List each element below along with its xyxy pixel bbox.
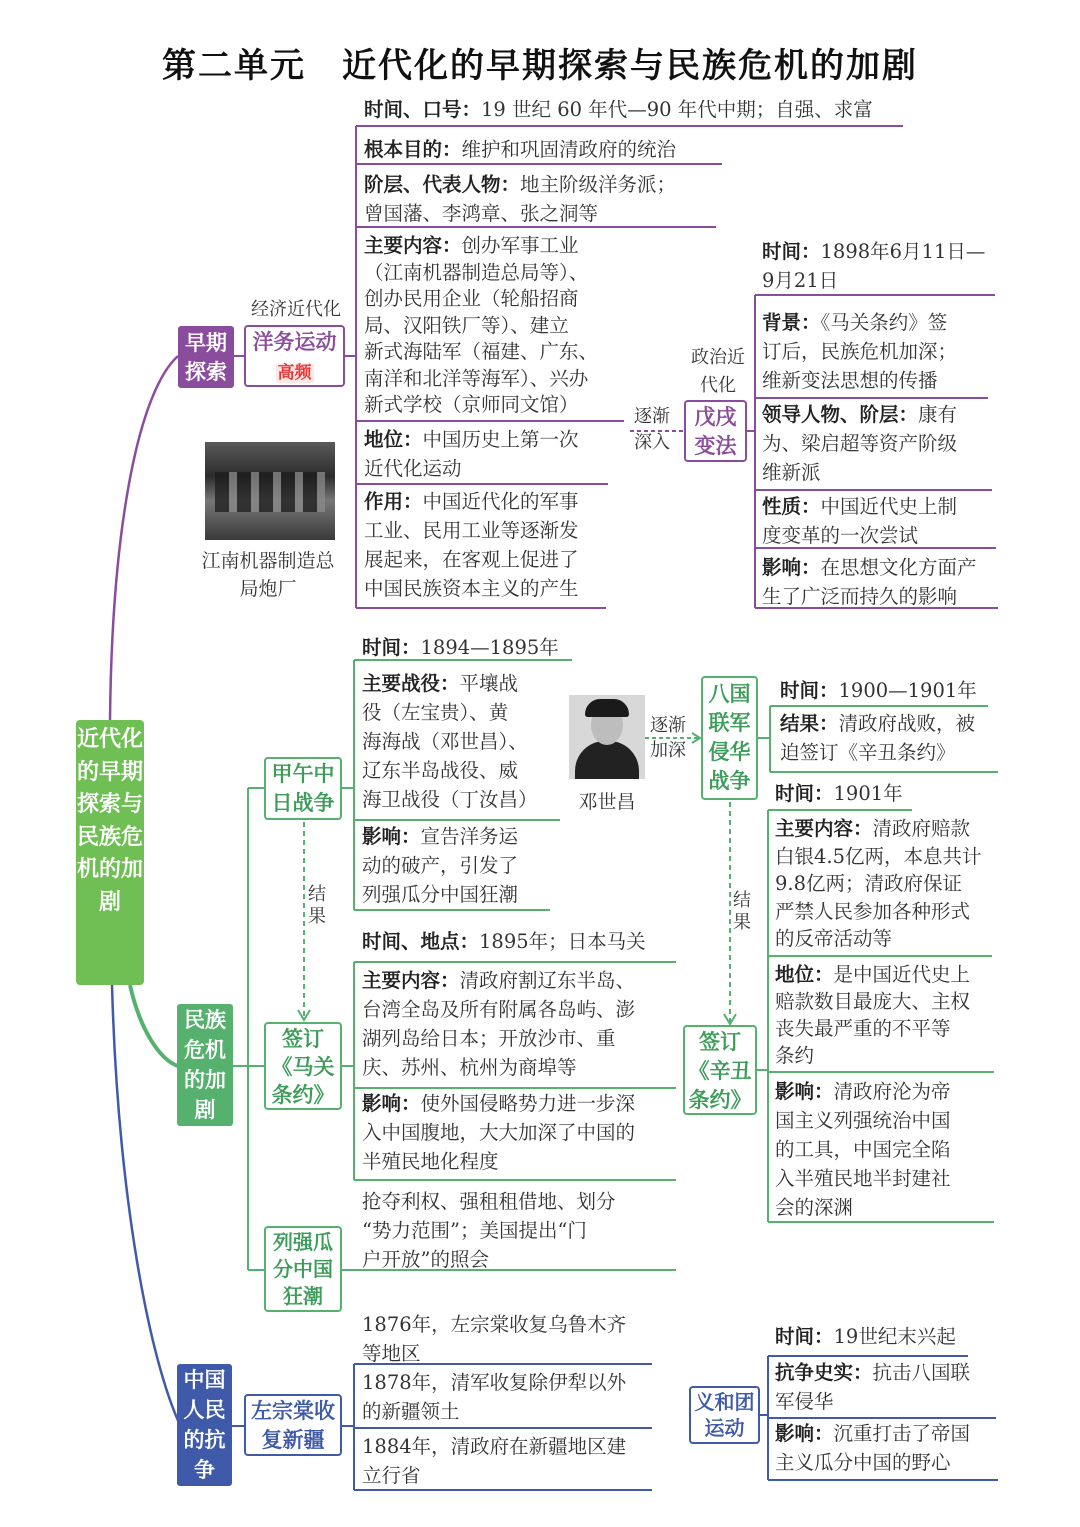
xinchou-influence-label: 影响：	[775, 1080, 834, 1103]
yihe-fact-label: 抗争史实：	[775, 1361, 873, 1384]
yihe-influence-line: 主义瓜分中国的野心	[775, 1451, 951, 1474]
yangwu-effect-label: 作用：	[364, 490, 423, 513]
yangwu-position	[364, 425, 644, 483]
jiangnan-photo-caption: 江南机器制造总局炮厂	[201, 550, 335, 600]
jiawu-time-label: 时间：	[362, 636, 421, 659]
xinchou-pos-line: 赔款数目最庞大、主权	[775, 990, 971, 1013]
yihe-influence-line: 沉重打击了帝国	[833, 1422, 971, 1445]
maguan-content	[362, 966, 682, 1082]
guafen-line: “势力范围”；美国提出“门	[362, 1219, 587, 1242]
xinchou-pos-line: 丧失最严重的不平等	[775, 1017, 951, 1040]
wuxu-influence-line: 生了广泛而持久的影响	[762, 585, 958, 608]
xinchou-influence-line: 国主义列强统治中国	[775, 1109, 951, 1132]
branch-early-label: 早期探索	[185, 331, 227, 384]
yangwu-time-label: 时间、口号：	[364, 98, 482, 121]
yangwu-people-label: 阶层、代表人物：	[364, 173, 521, 196]
yangwu-content-line: 新式学校（京师同文馆）	[364, 393, 579, 416]
wuxu-time-label: 时间：	[762, 240, 821, 263]
yihe-fact-line: 军侵华	[775, 1390, 834, 1413]
xinchou-influence-line: 入半殖民地半封建社	[775, 1167, 951, 1190]
baguo-result-note	[733, 890, 755, 934]
maguan-content-line: 庆、苏州、杭州为商埠等	[362, 1056, 577, 1079]
yihe-time	[775, 1322, 995, 1351]
xinchou-time-text: 1901年	[833, 782, 903, 805]
yangwu-pos-label: 地位：	[364, 428, 423, 451]
maguan-time-label: 时间、地点：	[362, 930, 480, 953]
yangwu-people-line: 地主阶级洋务派；	[520, 173, 677, 196]
xinchou-position	[775, 961, 1005, 1069]
baguo-time	[780, 676, 1000, 705]
wuxu-leader-line: 维新派	[762, 461, 821, 484]
yangwu-effect-line: 中国民族资本主义的产生	[364, 577, 579, 600]
baguo-result-line: 清政府战败，被	[838, 712, 976, 735]
yangwu-content	[364, 233, 654, 419]
wuxu-leader-line: 为、梁启超等资产阶级	[762, 432, 958, 455]
deng-shichang-caption: 邓世昌	[578, 791, 636, 813]
wuxu-influence	[762, 553, 1007, 611]
baguo-result-line: 迫签订《辛丑条约》	[780, 741, 956, 764]
jiawu-influence-line: 宣告洋务运	[420, 825, 519, 848]
baguo-result-text: 结果	[733, 890, 751, 933]
baguo-result	[780, 709, 1005, 767]
guafen-line: 抢夺利权、强租租借地、划分	[362, 1190, 616, 1213]
zuo-label: 左宗棠收复新疆	[251, 1399, 335, 1452]
topic-wuxu-reform	[684, 400, 747, 462]
maguan-time	[362, 927, 682, 956]
branch-resist-label: 中国人民的抗争	[183, 1368, 226, 1482]
yangwu-people	[364, 170, 724, 228]
wuxu-influence-line: 在思想文化方面产	[820, 556, 977, 579]
root-topic	[76, 720, 144, 985]
xinchou-content-label: 主要内容：	[775, 817, 873, 840]
jiawu-influence-label: 影响：	[362, 825, 421, 848]
yangwu-goal	[364, 135, 724, 164]
jiawu-battle-line: 辽东半岛战役、威	[362, 759, 519, 782]
topic-yangwu-movement	[244, 325, 345, 387]
jiawu-result-note	[308, 884, 330, 928]
maguan-influence	[362, 1089, 682, 1176]
yihe-influence	[775, 1419, 1005, 1477]
wuxu-side-note	[686, 344, 750, 400]
xinchou-content	[775, 815, 1005, 953]
yangwu-effect-line: 中国近代化的军事	[422, 490, 579, 513]
jiawu-influence	[362, 822, 562, 909]
jiawu-label: 甲午中日战争	[271, 762, 335, 815]
page-title: 第二单元 近代化的早期探索与民族危机的加剧	[162, 46, 918, 86]
jiawu-battle-line: 海卫战役（丁汝昌）	[362, 788, 538, 811]
yangwu-content-line: 创办军事工业	[461, 234, 579, 257]
yangwu-content-line: 南洋和北洋等海军）、兴办	[364, 366, 589, 390]
yangwu-side-note: 经济近代化	[251, 299, 341, 320]
yangwu-content-line: 新式海陆军（福建、广东、	[364, 340, 599, 363]
xinchou-label: 签订《辛丑条约》	[688, 1030, 752, 1112]
jiawu-battles	[362, 669, 567, 814]
yangwu-people-line: 曾国藩、李鸿章、张之洞等	[364, 202, 599, 225]
wuxu-nature	[762, 492, 1002, 550]
xinchou-influence-line: 的工具，中国完全陷	[775, 1138, 951, 1161]
yangwu-pos-line: 近代化运动	[364, 457, 462, 480]
guafen-line: 户开放”的照会	[362, 1248, 489, 1271]
jiangnan-arsenal-photo	[205, 442, 335, 540]
yangwu-pos-line: 中国历史上第一次	[422, 428, 579, 451]
xinchou-influence-line: 会的深渊	[775, 1196, 854, 1219]
xinchou-influence-line: 清政府沦为帝	[833, 1080, 951, 1103]
topic-eight-nation-war	[701, 676, 758, 800]
yangwu-content-label: 主要内容：	[364, 234, 462, 257]
zuo-item-line: 等地区	[362, 1342, 421, 1365]
maguan-content-label: 主要内容：	[362, 969, 460, 992]
baguo-link-text: 逐渐加深	[650, 715, 686, 761]
jiawu-time	[362, 633, 582, 662]
xinchou-time	[775, 779, 975, 808]
maguan-content-line: 湖列岛给日本；开放沙市、重	[362, 1027, 616, 1050]
xinchou-content-line: 严禁人民参加各种形式	[775, 899, 971, 923]
zuo-item-line: 的新疆领土	[362, 1400, 460, 1423]
portrait-hat	[585, 699, 629, 717]
yangwu-effect	[364, 487, 614, 603]
wuxu-bg-label: 背景：	[762, 311, 821, 334]
maguan-influence-line: 入中国腹地，大大加深了中国的	[362, 1121, 636, 1144]
zuo-item-line: 1878年，清军收复除伊犁以外	[362, 1371, 627, 1394]
root-topic-label: 近代化的早期探索与民族危机的加剧	[76, 727, 143, 915]
xinchou-pos-label: 地位：	[775, 963, 834, 986]
wuxu-bg-line: 订后，民族危机加深；	[762, 340, 958, 363]
wuxu-time-line: 9月21日	[762, 269, 839, 292]
branch-people-resistance	[177, 1364, 232, 1486]
yangwu-effect-line: 工业、民用工业等逐渐发	[364, 519, 579, 542]
wuxu-influence-label: 影响：	[762, 556, 821, 579]
zuo-item-line: 立行省	[362, 1464, 421, 1487]
guafen-label: 列强瓜分中国狂潮	[273, 1230, 333, 1308]
baguo-label: 八国联军侵华战争	[708, 682, 751, 793]
yihe-label: 义和团运动	[694, 1390, 755, 1440]
yangwu-content-line: 创办民用企业（轮船招商	[364, 287, 579, 310]
yihe-facts	[775, 1358, 1005, 1416]
wuxu-side-text: 政治近代化	[691, 347, 745, 396]
yangwu-goal-text: 维护和巩固清政府的统治	[461, 138, 677, 161]
zuo-item-line: 1884年，清政府在新疆地区建	[362, 1435, 627, 1458]
jiawu-battle-label: 主要战役：	[362, 672, 460, 695]
xinchou-influence	[775, 1077, 1005, 1222]
yangwu-content-line: 局、汉阳铁厂等）、建立	[364, 313, 569, 337]
yihe-fact-line: 抗击八国联	[872, 1361, 971, 1384]
guafen-content	[362, 1187, 682, 1274]
jiawu-result-text: 结果	[308, 884, 326, 927]
xinchou-content-line: 清政府赔款	[872, 817, 971, 840]
maguan-influence-label: 影响：	[362, 1092, 421, 1115]
wuxu-time	[762, 237, 1002, 295]
wuxu-nature-label: 性质：	[762, 495, 821, 518]
yangwu-goal-label: 根本目的：	[364, 138, 462, 161]
topic-xinjiang-recovery	[244, 1394, 342, 1456]
yangwu-time-text: 19 世纪 60 年代—90 年代中期；自强、求富	[481, 98, 873, 121]
yangwu-time	[364, 95, 904, 124]
xinchou-pos-line: 是中国近代史上	[833, 963, 971, 986]
wuxu-link-note	[634, 404, 678, 456]
xinchou-content-line: 9.8亿两；清政府保证	[775, 872, 963, 895]
wuxu-leader-line: 康有	[918, 403, 958, 426]
yangwu-content-line: （江南机器制造总局等）、	[364, 260, 589, 284]
yihe-influence-label: 影响：	[775, 1422, 834, 1445]
wuxu-leader-label: 领导人物、阶层：	[762, 403, 919, 426]
maguan-content-line: 清政府割辽东半岛、	[459, 969, 636, 992]
wuxu-bg-line: 《马关条约》签	[820, 311, 948, 334]
branch-national-crisis	[177, 1004, 233, 1126]
topic-boxer-movement	[689, 1386, 760, 1444]
zuo-item-line: 1876年，左宗棠收复乌鲁木齐	[362, 1313, 627, 1336]
wuxu-label: 戊戌变法	[694, 405, 737, 458]
topic-partition-frenzy	[264, 1226, 342, 1312]
topic-maguan-treaty	[264, 1022, 342, 1110]
maguan-influence-line: 使外国侵略势力进一步深	[420, 1092, 636, 1115]
baguo-time-label: 时间：	[780, 679, 839, 702]
wuxu-nature-line: 度变革的一次尝试	[762, 524, 919, 547]
jiawu-battle-line: 平壤战	[459, 672, 519, 695]
jiawu-battle-line: 役（左宝贵）、黄	[362, 701, 509, 724]
yihe-time-label: 时间：	[775, 1325, 834, 1348]
wuxu-nature-line: 中国近代史上制	[820, 495, 958, 518]
xinchou-content-line: 白银4.5亿两，本息共计	[775, 844, 982, 868]
yangwu-effect-line: 展起来，在客观上促进了	[364, 548, 579, 571]
portrait-body	[575, 741, 639, 779]
jiawu-time-text: 1894—1895年	[420, 636, 559, 659]
wuxu-background	[762, 308, 1002, 395]
xinchou-pos-line: 条约	[775, 1044, 815, 1067]
jiawu-battle-line: 海海战（邓世昌）、	[362, 730, 528, 753]
maguan-content-line: 台湾全岛及所有附属各岛屿、澎	[362, 998, 636, 1021]
wuxu-link-text: 逐渐深入	[634, 406, 670, 453]
baguo-result-label: 结果：	[780, 712, 839, 735]
zuo-item-1884	[362, 1432, 662, 1490]
jiawu-influence-line: 动的破产，引发了	[362, 854, 519, 877]
wuxu-leaders	[762, 400, 1002, 487]
xinchou-time-label: 时间：	[775, 782, 834, 805]
jiawu-influence-line: 列强瓜分中国狂潮	[362, 883, 519, 906]
wuxu-bg-line: 维新变法思想的传播	[762, 369, 938, 392]
baguo-time-text: 1900—1901年	[838, 679, 977, 702]
maguan-label: 签订《马关条约》	[271, 1027, 335, 1107]
topic-jiawu-war	[264, 757, 342, 820]
zuo-item-1876	[362, 1310, 662, 1368]
branch-crisis-label: 民族危机的加剧	[184, 1008, 226, 1122]
maguan-time-text: 1895年；日本马关	[479, 930, 646, 953]
yangwu-label: 洋务运动	[252, 330, 337, 354]
deng-shichang-portrait	[569, 695, 645, 779]
xinchou-content-line: 的反帝活动等	[775, 927, 893, 950]
zuo-item-1878	[362, 1368, 662, 1426]
baguo-link-note	[650, 713, 696, 763]
branch-early-exploration	[178, 326, 234, 388]
topic-xinchou-treaty	[683, 1025, 757, 1115]
wuxu-time-line: 1898年6月11日—	[820, 240, 986, 263]
hot-badge: 高频	[277, 363, 312, 383]
yihe-time-text: 19世纪末兴起	[833, 1325, 956, 1348]
maguan-influence-line: 半殖民地化程度	[362, 1150, 499, 1173]
